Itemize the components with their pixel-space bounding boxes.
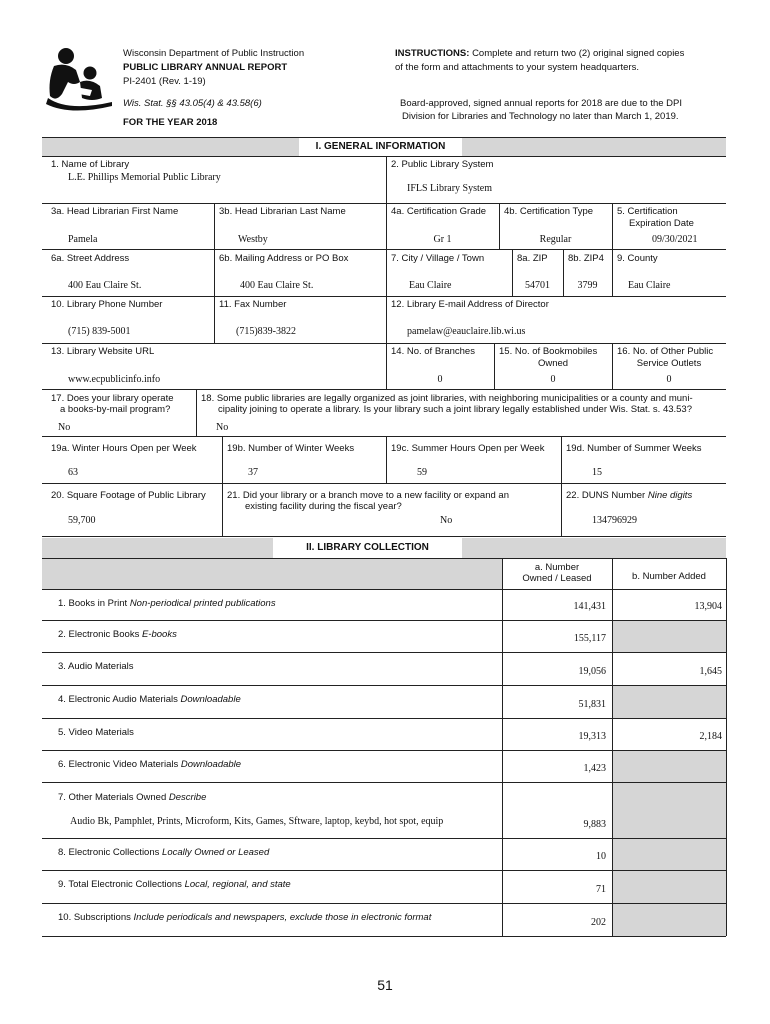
due-line-2: Division for Libraries and Technology no later than March 1, 2019. [402, 111, 679, 122]
q11-label: 11. Fax Number [219, 299, 287, 310]
row-7-owned[interactable]: 9,883 [583, 819, 606, 830]
q22-label [566, 490, 692, 501]
q16-value[interactable]: 0 [666, 374, 672, 385]
row-9-label [58, 879, 291, 890]
q22-label-hint: Nine digits [647, 490, 693, 501]
q6b-value[interactable]: 400 Eau Claire St. [240, 280, 314, 291]
report-title: PUBLIC LIBRARY ANNUAL REPORT [123, 62, 288, 73]
q15-label-2: Owned [537, 358, 569, 369]
section2-shade-right [462, 538, 726, 558]
q4a-value[interactable]: Gr 1 [433, 234, 452, 245]
row-2-label [58, 629, 177, 640]
row-4-label [58, 694, 241, 705]
q19b-value[interactable]: 37 [248, 467, 258, 478]
form-number: PI-2401 (Rev. 1-19) [123, 76, 206, 87]
q16-label-1: 16. No. of Other Public [617, 346, 714, 357]
row-4-b-shade [613, 686, 726, 718]
q2-value[interactable]: IFLS Library System [407, 183, 492, 194]
q19c-label: 19c. Summer Hours Open per Week [391, 443, 545, 454]
row-4-owned[interactable]: 51,831 [578, 699, 606, 710]
row-9-label-text: 9. Total Electronic Collections [58, 879, 182, 890]
row-9-label-hint: Local, regional, and state [184, 879, 291, 890]
row-6-owned[interactable]: 1,423 [583, 763, 606, 774]
q7-value[interactable]: Eau Claire [409, 280, 452, 291]
row-7-label [58, 792, 206, 803]
q22-value[interactable]: 134796929 [592, 515, 637, 526]
q12-label: 12. Library E-mail Address of Director [391, 299, 549, 310]
q6a-label: 6a. Street Address [51, 253, 130, 264]
report-year: FOR THE YEAR 2018 [123, 117, 218, 128]
row-10-label-text: 10. Subscriptions [58, 912, 131, 923]
q10-label: 10. Library Phone Number [51, 299, 163, 310]
row-10-b-shade [613, 904, 726, 936]
row-6-label-hint: Downloadable [180, 759, 242, 770]
row-4-label-hint: Downloadable [180, 694, 241, 705]
row-7-label-hint: Describe [168, 792, 207, 803]
q22-label-text: 22. DUNS Number [566, 490, 646, 501]
q4b-value[interactable]: Regular [539, 234, 572, 245]
q15-label-1: 15. No. of Bookmobiles [499, 346, 598, 357]
q9-value[interactable]: Eau Claire [628, 280, 671, 291]
row-5-label [58, 727, 134, 738]
q6b-label: 6b. Mailing Address or PO Box [219, 253, 349, 264]
q13-value[interactable]: www.ecpublicinfo.info [68, 374, 161, 385]
row-3-label [58, 661, 134, 672]
q13-label: 13. Library Website URL [51, 346, 155, 357]
q5-label-1: 5. Certification [617, 206, 678, 217]
q17-label-1: 17. Does your library operate [51, 393, 174, 404]
section1-shade-left [42, 137, 299, 156]
q3a-value[interactable]: Pamela [68, 234, 98, 245]
q21-label-1: 21. Did your library or a branch move to a new facility or expand an [227, 490, 509, 501]
row-6-label-text: 6. Electronic Video Materials [58, 759, 179, 770]
q19a-label: 19a. Winter Hours Open per Week [51, 443, 197, 454]
section2-header-shade [42, 558, 502, 589]
q9-label: 9. County [617, 253, 658, 264]
row-10-label [58, 912, 431, 923]
q18-value[interactable]: No [216, 422, 229, 433]
q6a-value[interactable]: 400 Eau Claire St. [68, 280, 142, 291]
q18-label-2: cipality joining to operate a library. Is your library such a joint library legally established under Wis. Stat. s. 43.53? [218, 404, 692, 415]
row-9-b-shade [613, 871, 726, 903]
q21-value[interactable]: No [440, 515, 453, 526]
q2-label: 2. Public Library System [391, 159, 494, 170]
q14-label: 14. No. of Branches [391, 346, 475, 357]
q8a-value[interactable]: 54701 [525, 280, 550, 291]
q3b-value[interactable]: Westby [238, 234, 268, 245]
q17-value[interactable]: No [58, 422, 71, 433]
q21-label-2: existing facility during the fiscal year? [245, 501, 402, 512]
section2-shade-left [42, 538, 273, 558]
q12-value[interactable]: pamelaw@eauclaire.lib.wi.us [407, 326, 526, 337]
instructions-label: INSTRUCTIONS: [395, 48, 470, 59]
q4a-label: 4a. Certification Grade [391, 206, 487, 217]
row-1-owned[interactable]: 141,431 [573, 601, 606, 612]
q10-value[interactable]: (715) 839-5001 [68, 326, 131, 337]
page-number: 51 [377, 977, 393, 993]
row-5-owned[interactable]: 19,313 [578, 731, 606, 742]
row-2-label-text: 2. Electronic Books [58, 629, 140, 640]
q5-value[interactable]: 09/30/2021 [652, 234, 698, 245]
row-2-label-hint: E-books [141, 629, 177, 640]
row-5-label-text: 5. Video Materials [58, 727, 134, 738]
instructions-line-1: Complete and return two (2) original signed copies [472, 48, 685, 59]
q19b-label: 19b. Number of Winter Weeks [227, 443, 355, 454]
q3a-label: 3a. Head Librarian First Name [51, 206, 179, 217]
q7-label: 7. City / Village / Town [391, 253, 485, 264]
row-8-label-text: 8. Electronic Collections [58, 847, 160, 858]
row-10-label-hint: Include periodicals and newspapers, exclude those in electronic format [133, 912, 432, 923]
q19d-label: 19d. Number of Summer Weeks [566, 443, 702, 454]
q5-label-2: Expiration Date [629, 218, 694, 229]
q8b-value[interactable]: 3799 [577, 280, 598, 291]
row-1-label-text: 1. Books in Print [58, 598, 128, 609]
q18-label-1: 18. Some public libraries are legally organized as joint libraries, with neighboring municipalities or a county and muni- [201, 393, 693, 404]
row-10-owned[interactable]: 202 [591, 917, 606, 928]
q19d-value[interactable]: 15 [592, 467, 602, 478]
q8b-label: 8b. ZIP4 [568, 253, 604, 264]
q16-label-2: Service Outlets [636, 358, 702, 369]
row-9-owned[interactable]: 71 [596, 884, 606, 895]
q1-label: 1. Name of Library [51, 159, 130, 170]
q11-value[interactable]: (715)839-3822 [236, 326, 296, 337]
dpi-logo [46, 46, 114, 112]
row-7-b-shade [613, 783, 726, 838]
row-divider [42, 718, 726, 719]
row-1-label [58, 598, 276, 609]
statute-ref: Wis. Stat. §§ 43.05(4) & 43.58(6) [123, 98, 262, 109]
row-8-owned[interactable]: 10 [596, 851, 606, 862]
col-b-label: b. Number Added [632, 571, 706, 582]
q19a-value[interactable]: 63 [68, 467, 78, 478]
section2-title: II. LIBRARY COLLECTION [306, 542, 429, 553]
instructions [395, 48, 684, 59]
dept-name: Wisconsin Department of Public Instruction [123, 48, 305, 59]
q20-label: 20. Square Footage of Public Library [51, 490, 206, 501]
row-7-label-text: 7. Other Materials Owned [58, 792, 167, 803]
section1-shade-right [462, 137, 726, 156]
row-6-b-shade [613, 751, 726, 782]
q1-value[interactable]: L.E. Phillips Memorial Public Library [68, 172, 221, 183]
row-1-label-hint: Non-periodical printed publications [129, 598, 276, 609]
row-4-label-text: 4. Electronic Audio Materials [58, 694, 178, 705]
row-8-label [58, 847, 269, 858]
col-a-label-2: Owned / Leased [522, 573, 592, 584]
q4b-label: 4b. Certification Type [504, 206, 594, 217]
q19c-value[interactable]: 59 [417, 467, 427, 478]
q20-value[interactable]: 59,700 [68, 515, 96, 526]
row-divider [42, 652, 726, 653]
row-1-added[interactable]: 13,904 [694, 601, 722, 612]
q14-value[interactable]: 0 [437, 374, 443, 385]
q17-label-2: a books-by-mail program? [60, 404, 171, 415]
q3b-label: 3b. Head Librarian Last Name [219, 206, 346, 217]
row-divider [42, 936, 726, 937]
due-line-1: Board-approved, signed annual reports for 2018 are due to the DPI [400, 98, 683, 109]
row-8-label-hint: Locally Owned or Leased [162, 847, 270, 858]
row-7-description[interactable]: Audio Bk, Pamphlet, Prints, Microform, Kits, Games, Sftware, laptop, keybd, hot spot, equip [70, 816, 444, 827]
section1-title: I. GENERAL INFORMATION [315, 141, 446, 152]
row-6-label [58, 759, 241, 770]
row-2-owned[interactable]: 155,117 [573, 633, 606, 644]
row-3-owned[interactable]: 19,056 [578, 666, 606, 677]
row-2-b-shade [613, 621, 726, 652]
row-3-added[interactable]: 1,645 [699, 666, 722, 677]
col-a-label-1: a. Number [534, 562, 580, 573]
row-5-added[interactable]: 2,184 [699, 731, 722, 742]
q15-value[interactable]: 0 [550, 374, 556, 385]
row-3-label-text: 3. Audio Materials [58, 661, 134, 672]
row-8-b-shade [613, 839, 726, 870]
instructions-line-2: of the form and attachments to your system headquarters. [395, 62, 639, 73]
q8a-label: 8a. ZIP [517, 253, 548, 264]
